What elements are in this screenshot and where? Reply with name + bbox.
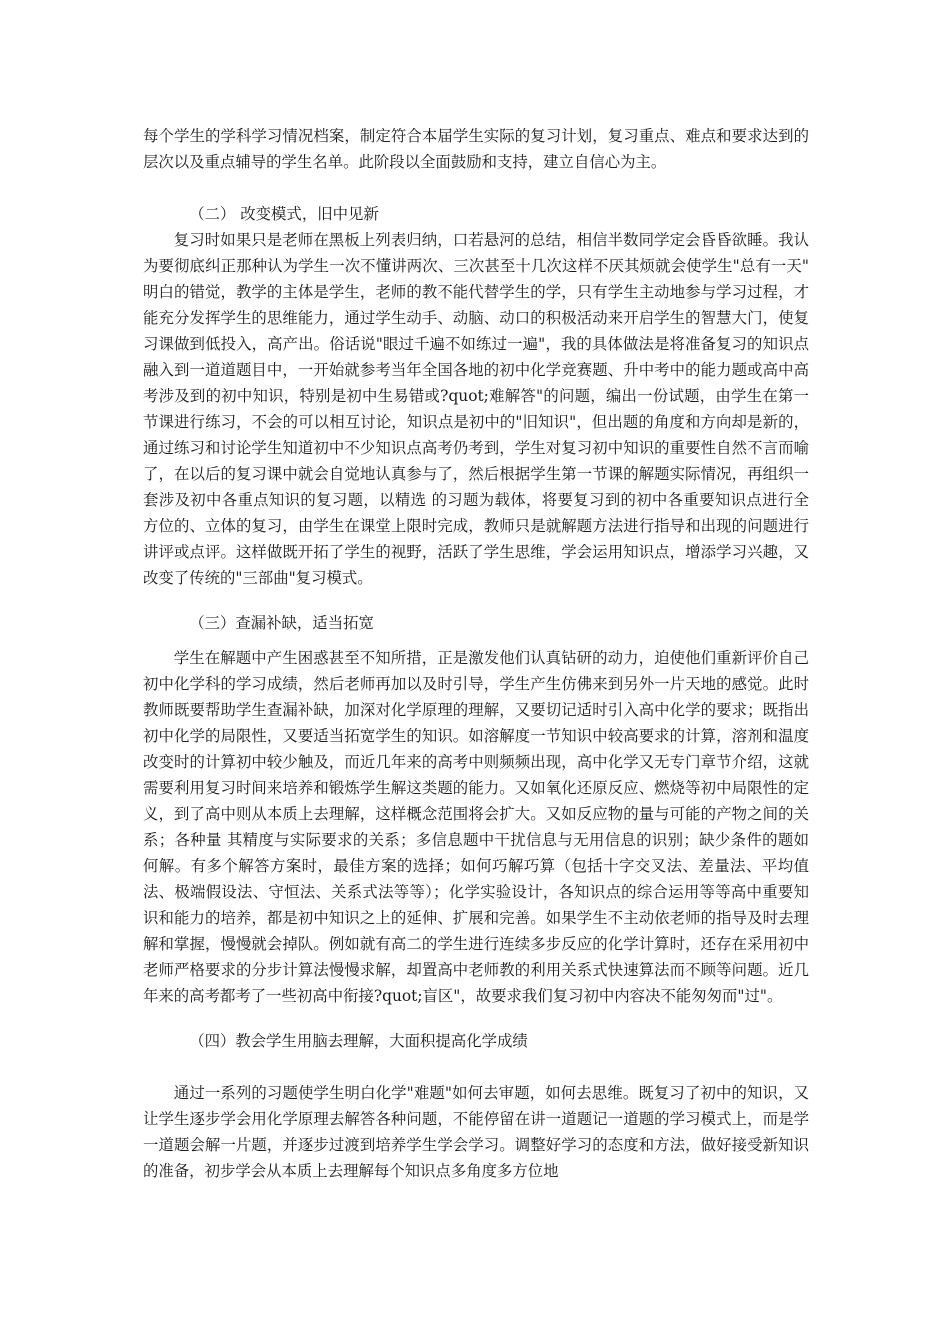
paragraph-section-3: 学生在解题中产生困惑甚至不知所措，正是激发他们认真钻研的动力，迫使他们重新评价自己初中化学科的学习成绩，然后老师再加以及时引导，学生产生仿佛来到另外一片天地的感觉。此时教师既要帮助学生查漏补缺，加深对化学原理的理解，又要切记适时引入高中化学的要求；既指出初中化学的局限性，又要适当拓宽学生的知识。如溶解度一节知识中较高要求的计算，溶剂和温度改变时的计算初中较少触及，而近几年来的高考中则频频出现，高中化学又无专门章节介绍，这就需要利用复习时间来培养和锻炼学生解这类题的能力。又如氧化还原反应、燃烧等初中局限性的定义，到了高中则从本质上去理解，这样概念范围将会扩大。又如反应物的量与可能的产物之间的关系；各种量 其精度与实际要求的关系；多信息题中干扰信息与无用信息的识别；缺少条件的题如何解。有多个解答方案时，最佳方案的选择；如何巧解巧算（包括十字交叉法、差量法、平均值法、极端假设法、守恒法、关系式法等等）；化学实验设计，各知识点的综合运用等等高中重要知识和能力的培养，都是初中知识之上的延伸、扩展和完善。如果学生不主动依老师的指导及时去理解和掌握，慢慢就会掉队。例如就有高二的学生进行连续多步反应的化学计算时，还存在采用初中老师严格要求的分步计算法慢慢求解，却置高中老师教的利用关系式快速算法而不顾等问题。近几年来的高考都考了一些初高中衔接?quot;盲区"，故要求我们复习初中内容决不能匆匆而"过"。 [143, 649, 809, 1005]
section-heading-2: （二） 改变模式，旧中见新 [189, 205, 379, 223]
section-heading-4: （四）教会学生用脑去理解，大面积提高化学成绩 [189, 1032, 528, 1050]
paragraph-intro-continued: 每个学生的学科学习情况档案，制定符合本届学生实际的复习计划，复习重点、难点和要求达到的层次以及重点辅导的学生名单。此阶段以全面鼓励和支持，建立自信心为主。 [143, 127, 809, 171]
document-page [143, 123, 809, 1184]
paragraph-section-2: 复习时如果只是老师在黑板上列表归纳，口若悬河的总结，相信半数同学定会昏昏欲睡。我认为要彻底纠正那种认为学生一次不懂讲两次、三次甚至十几次这样不厌其烦就会使学生"总有一天" 明白的错觉，教学的主体是学生，老师的教不能代替学生的学，只有学生主动地参与学习过程，才能充分发挥学生的思维能力，通过学生动手、动脑、动口的积极活动来开启学生的智慧大门，使复习课做到低投入，高产出。俗话说"眼过千遍不如练过一遍"，我的具体做法是将准备复习的知识点融入到一道道题目中，一开始就参考当年全国各地的初中化学竞赛题、升中考中的能力题或高中高考涉及到的初中知识，特别是初中生易错或?quot;难解答"的问题，编出一份试题，由学生在第一节课进行练习，不会的可以相互讨论，知识点是初中的"旧知识"，但出题的角度和方向却是新的，通过练习和讨论学生知道初中不少知识点高考仍考到，学生对复习初中知识的重要性自然不言而喻了，在以后的复习课中就会自觉地认真参与了，然后根据学生第一节课的解题实际情况，再组织一套涉及初中各重点知识的复习题，以精选 的习题为载体，将要复习到的初中各重要知识点进行全方位的、立体的复习，由学生在课堂上限时完成，教师只是就解题方法进行指导和出现的问题进行讲评或点评。这样做既开拓了学生的视野，活跃了学生思维，学会运用知识点，增添学习兴趣，又改变了传统的"三部曲"复习模式。 [143, 231, 809, 587]
paragraph-section-4: 通过一系列的习题使学生明白化学"难题"如何去审题，如何去思维。既复习了初中的知识，又让学生逐步学会用化学原理去解答各种问题，不能停留在讲一道题记一道题的学习模式上，而是学一道题会解一片题，并逐步过渡到培养学生学会学习。调整好学习的态度和方法，做好接受新知识的准备，初步学会从本质上去理解每个知识点多角度多方位地 [143, 1084, 809, 1180]
section-heading-3: （三）查漏补缺，适当拓宽 [189, 614, 374, 632]
